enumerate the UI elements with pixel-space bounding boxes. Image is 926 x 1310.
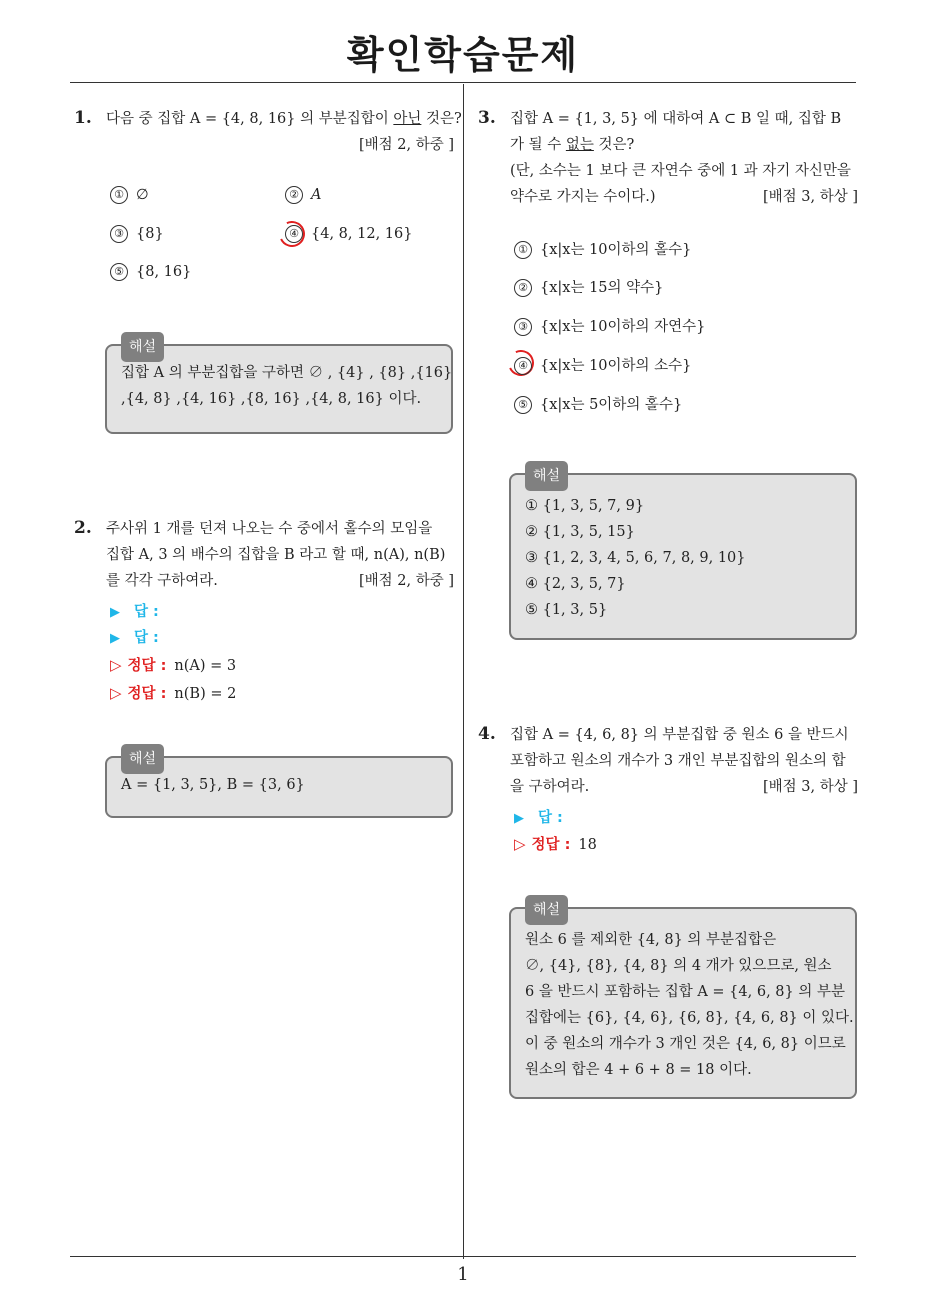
q1-option-2-mark: ② — [285, 186, 303, 204]
q1-option-3[interactable] — [110, 225, 164, 243]
q1-option-4[interactable] — [285, 225, 412, 243]
q3-option-3-text: {x|x는 10이하의 자연수} — [540, 319, 706, 335]
q2-answer-2-label: 답 : — [134, 630, 159, 646]
q4-meta: [배점 3, 하상 ] — [762, 779, 858, 795]
q3-option-1-text: {x|x는 10이하의 홀수} — [540, 242, 692, 258]
q2-line3: 를 각각 구하여라. — [106, 573, 218, 589]
q1-solution-line2: ,{4, 8} ,{4, 16} ,{8, 16} ,{4, 8, 16} 이다. — [121, 391, 422, 407]
q3-line1: 집합 A = {1, 3, 5} 에 대하여 A ⊂ B 일 때, 집합 B — [510, 111, 842, 127]
q1-option-3-mark: ③ — [110, 225, 128, 243]
q2-correct-2 — [110, 682, 236, 703]
q3-option-3-mark: ③ — [514, 318, 532, 336]
q3-option-2[interactable] — [514, 276, 663, 297]
q1-option-2[interactable] — [285, 186, 321, 204]
q4-answer-1[interactable] — [514, 806, 563, 827]
q1-solution-tag: 해설 — [121, 332, 164, 362]
q1-text-end: 것은? — [421, 111, 462, 127]
page-number: 1 — [457, 1264, 469, 1285]
q2-solution-tag: 해설 — [121, 744, 164, 774]
q4-answer-1-arrow-icon: ▶ — [514, 811, 524, 826]
q4-correct-1 — [514, 833, 597, 854]
q3-option-5-mark: ⑤ — [514, 396, 532, 414]
q4-answer-1-label: 답 : — [538, 810, 563, 826]
q2-answer-2[interactable] — [110, 626, 159, 647]
q4-correct-1-label: 정답 : — [531, 837, 571, 853]
q3-solution-tag: 해설 — [525, 461, 568, 491]
q3-line4: 약수로 가지는 수이다.) — [510, 189, 656, 205]
q3-stem — [510, 106, 858, 210]
q3-option-4-mark: ④ — [514, 357, 532, 375]
top-rule — [70, 82, 856, 83]
q4-line3: 을 구하여라. — [510, 779, 590, 795]
q1-option-5[interactable] — [110, 263, 191, 281]
q4-solution-line3: 6 을 반드시 포함하는 집합 A = {4, 6, 8} 의 부분 — [525, 984, 845, 1000]
q3-line3: (단, 소수는 1 보다 큰 자연수 중에 1 과 자기 자신만을 — [510, 163, 851, 179]
q2-correct-1-label: 정답 : — [127, 658, 167, 674]
q4-line2: 포함하고 원소의 개수가 3 개인 부분집합의 원소의 합 — [510, 753, 846, 769]
q3-option-5-text: {x|x는 5이하의 홀수} — [540, 397, 683, 413]
q2-correct-2-value: n(B) = 2 — [174, 686, 237, 702]
q3-solution-box — [509, 468, 857, 640]
q4-number: 4. — [478, 724, 496, 744]
q1-meta: [배점 2, 하중 ] — [358, 137, 454, 153]
q1-option-5-mark: ⑤ — [110, 263, 128, 281]
q1-option-1-mark: ① — [110, 186, 128, 204]
q3-option-5[interactable] — [514, 393, 682, 414]
column-divider — [463, 84, 464, 1259]
q2-meta: [배점 2, 하중 ] — [358, 573, 454, 589]
q2-stem — [106, 516, 454, 594]
q4-correct-1-value: 18 — [578, 837, 597, 853]
q2-correct-1-arrow-icon: ▷ — [110, 656, 122, 674]
q1-option-1[interactable] — [110, 186, 149, 204]
q4-solution-line6: 원소의 합은 4 + 6 + 8 = 18 이다. — [525, 1062, 752, 1078]
q3-underlined-word: 없는 — [565, 137, 594, 153]
q2-correct-1 — [110, 654, 236, 675]
bottom-rule — [70, 1256, 856, 1257]
q1-solution-line1: 집합 A 의 부분집합을 구하면 ∅ , {4} , {8} ,{16} — [121, 365, 453, 381]
q2-correct-2-arrow-icon: ▷ — [110, 684, 122, 702]
q3-solution-line1: ① {1, 3, 5, 7, 9} — [525, 498, 645, 514]
q4-line1: 집합 A = {4, 6, 8} 의 부분집합 중 원소 6 을 반드시 — [510, 727, 849, 743]
q3-line2-start: 가 될 수 — [510, 137, 566, 153]
q3-number: 3. — [478, 108, 496, 128]
q2-number: 2. — [74, 518, 92, 538]
q4-solution-line5: 이 중 원소의 개수가 3 개인 것은 {4, 6, 8} 이므로 — [525, 1036, 846, 1052]
q4-correct-1-arrow-icon: ▷ — [514, 835, 526, 853]
q2-answer-1[interactable] — [110, 600, 159, 621]
q4-stem — [510, 722, 858, 800]
q3-solution-line3: ③ {1, 2, 3, 4, 5, 6, 7, 8, 9, 10} — [525, 550, 746, 566]
q1-text: 다음 중 집합 A = {4, 8, 16} 의 부분집합이 — [106, 111, 394, 127]
q1-option-4-text: {4, 8, 12, 16} — [311, 226, 413, 242]
q1-option-4-mark: ④ — [285, 225, 303, 243]
q3-option-4[interactable] — [514, 354, 691, 375]
q4-solution-line1: 원소 6 를 제외한 {4, 8} 의 부분집합은 — [525, 932, 777, 948]
q4-solution-line2: ∅, {4}, {8}, {4, 8} 의 4 개가 있으므로, 원소 — [525, 958, 832, 974]
q3-option-4-text: {x|x는 10이하의 소수} — [540, 358, 692, 374]
q2-answer-1-arrow-icon: ▶ — [110, 605, 120, 620]
q3-option-2-mark: ② — [514, 279, 532, 297]
q1-option-3-text: {8} — [136, 226, 164, 242]
q2-line3-row — [106, 568, 454, 594]
q2-solution-line1: A = {1, 3, 5}, B = {3, 6} — [121, 777, 305, 793]
q3-meta: [배점 3, 하상 ] — [762, 189, 858, 205]
q1-underlined-word: 아닌 — [393, 111, 422, 127]
q1-number: 1. — [74, 108, 92, 128]
q3-solution-line5: ⑤ {1, 3, 5} — [525, 602, 608, 618]
q2-correct-2-label: 정답 : — [127, 686, 167, 702]
q3-option-1-mark: ① — [514, 241, 532, 259]
q1-option-5-text: {8, 16} — [136, 264, 192, 280]
q1-line1 — [106, 106, 462, 132]
q2-answer-1-label: 답 : — [134, 604, 159, 620]
q4-solution-line4: 집합에는 {6}, {4, 6}, {6, 8}, {4, 6, 8} 이 있다. — [525, 1010, 854, 1026]
q1-stem — [106, 106, 462, 158]
q2-solution-box — [105, 751, 453, 818]
q3-option-2-text: {x|x는 15의 약수} — [540, 280, 664, 296]
q1-option-1-text: ∅ — [136, 187, 149, 203]
q3-line4-row — [510, 184, 858, 210]
q1-option-2-text: A — [311, 187, 322, 203]
q4-solution-box — [509, 902, 857, 1099]
q3-option-3[interactable] — [514, 315, 705, 336]
q3-line2-end: 것은? — [593, 137, 635, 153]
q2-line2: 집합 A, 3 의 배수의 집합을 B 라고 할 때, n(A), n(B) — [106, 547, 446, 563]
q2-line1: 주사위 1 개를 던져 나오는 수 중에서 홀수의 모임을 — [106, 521, 433, 537]
q4-line3-row — [510, 774, 858, 800]
q2-answer-2-arrow-icon: ▶ — [110, 631, 120, 646]
q4-solution-tag: 해설 — [525, 895, 568, 925]
q3-line2 — [510, 132, 858, 158]
q3-solution-line2: ② {1, 3, 5, 15} — [525, 524, 635, 540]
page-title: 확인학습문제 — [346, 33, 580, 77]
q3-solution-line4: ④ {2, 3, 5, 7} — [525, 576, 626, 592]
q1-solution-box — [105, 339, 453, 434]
q3-option-1[interactable] — [514, 238, 691, 259]
q2-correct-1-value: n(A) = 3 — [174, 658, 237, 674]
